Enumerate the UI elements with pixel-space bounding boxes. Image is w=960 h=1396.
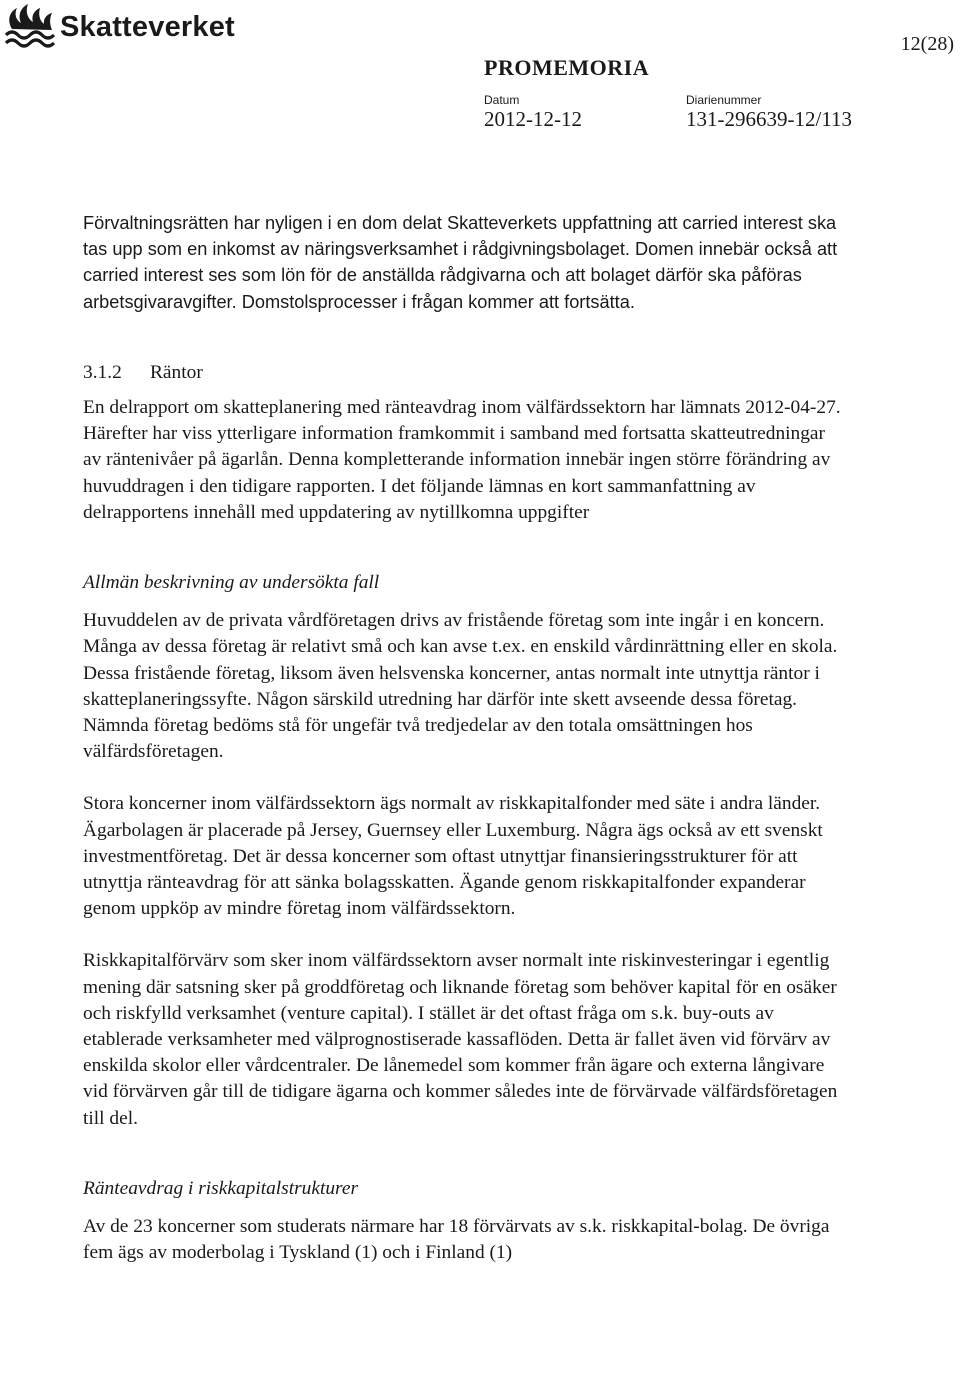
diary-number-label: Diarienummer bbox=[686, 93, 762, 107]
intro-paragraph: Förvaltningsrätten har nyligen i en dom delat Skatteverkets uppfattning att carried interest ska tas upp som en inkomst av näringsverksamhet i rådgivningsbolaget. Domen innebär också att carried interest ses som lön för de anställda rådgivarna och att bolaget därför ska påföras arbetsgivaravgifter. Domstolsprocesser i frågan kommer att fortsätta. bbox=[83, 213, 838, 312]
section-heading bbox=[83, 360, 843, 386]
document-type: PROMEMORIA bbox=[484, 55, 650, 80]
page-number: 12(28) bbox=[900, 33, 954, 55]
paragraph-private-care: Huvuddelen av de privata vårdföretagen drivs av fristående företag som inte ingår i en koncern. Många av dessa företag är relativt små och kan avse t.ex. en enskild vårdinrättning eller en skola. Dessa fristående företag, liksom även helsvenska koncerner, antas normalt inte utnyttja räntor i skatteplaneringssyfte. Någon särskild utredning har därför inte skett avseende dessa företag. Nämnda företag bedöms stå för ungefär två tredjedelar av den totala omsättningen hos välfärdsföretagen. bbox=[83, 610, 838, 763]
date-label: Datum bbox=[484, 93, 520, 107]
section-number: 3.1.2 bbox=[83, 361, 122, 383]
date-value: 2012-12-12 bbox=[484, 107, 582, 131]
paragraph-risk-capital: Riskkapitalförvärv som sker inom välfärdssektorn avser normalt inte riskinvesteringar i egentlig mening där satsning sker på groddföretag och liknande företag som behöver kapital för en osäker och riskfylld verksamhet (venture capital). I stället är det oftast fråga om s.k. buy-outs av etablerade verksamheter med välprognostiserade kassaflöden. Detta är fallet även vid förvärv av enskilda skolor eller vårdcentraler. De lånemedel som kommer från ägare och externa långivare vid förvärven går till de tidigare ägarna och kommer således inte de förvärvade välfärdsföretagen till del. bbox=[83, 950, 838, 1129]
subheading-interest-deductions: Ränteavdrag i riskkapitalstrukturer bbox=[83, 1177, 359, 1199]
logo-text: Skatteverket bbox=[60, 10, 235, 43]
diary-number-value: 131-296639-12/113 bbox=[686, 107, 853, 131]
section-title: Räntor bbox=[150, 361, 203, 383]
paragraph-large-groups: Stora koncerner inom välfärdssektorn ägs normalt av riskkapitalfonder med säte i andra länder. Ägarbolagen är placerade på Jersey, Guernsey eller Luxemburg. Några ägs också av ett svenskt investmentföretag. Det är dessa koncerner som oftast utnyttjar finansieringsstrukturer för att utnyttja ränteavdrag för att sänka bolagsskatten. Ägande genom riskkapitalfonder expanderar genom uppköp av mindre företag inom välfärdssektorn. bbox=[83, 793, 823, 920]
skatteverket-logo bbox=[4, 2, 235, 50]
subheading-general-description: Allmän beskrivning av undersökta fall bbox=[83, 572, 380, 594]
document-body bbox=[83, 210, 843, 1267]
section-paragraph: En delrapport om skatteplanering med ränteavdrag inom välfärdssektorn har lämnats 2012-04-27. Härefter har viss ytterligare information framkommit i samband med fortsatta skatteutredningar av räntenivåer på ägarlån. Denna kompletterande information innebär ingen större förändring av huvuddragen i den tidigare rapporten. I det följande lämnas en kort sammanfattning av delrapportens innehåll med uppdatering av nytillkomna uppgifter bbox=[83, 397, 841, 523]
crown-wave-icon bbox=[4, 2, 56, 50]
paragraph-23-groups: Av de 23 koncerner som studerats närmare har 18 förvärvats av s.k. riskkapital-bolag. De övriga fem ägs av moderbolag i Tyskland (1) och i Finland (1) bbox=[83, 1216, 830, 1264]
